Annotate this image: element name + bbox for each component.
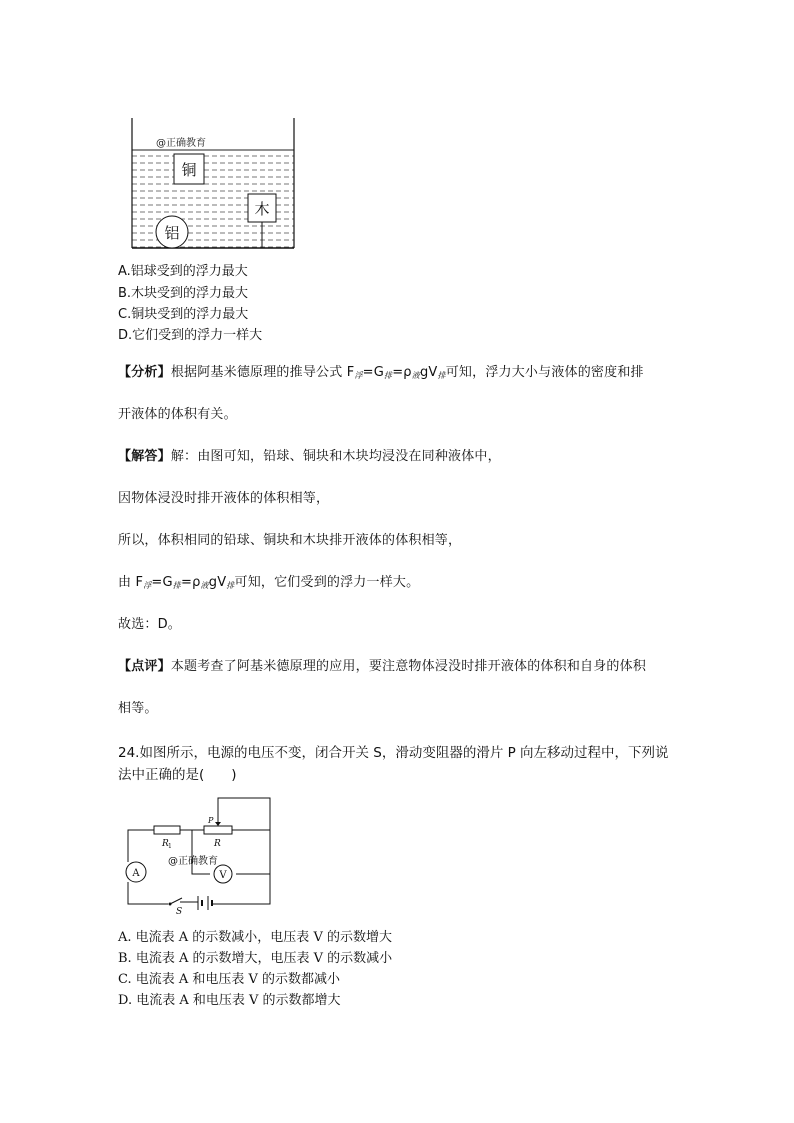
aluminum-label: 铝: [164, 224, 180, 242]
q23-option-c: C.铜块受到的浮力最大: [118, 307, 249, 322]
label-r1: R: [162, 839, 169, 849]
analysis-tag: 【分析】: [118, 365, 171, 380]
wire-voltmeter-left: [192, 830, 210, 874]
answer-line-2: 因物体浸没时排开液体的体积相等，: [118, 491, 330, 506]
q24-option-c: C. 电流表 A 和电压表 V 的示数都减小: [118, 972, 341, 987]
answer-tag: 【解答】: [118, 449, 171, 464]
wire-left-top: [128, 830, 154, 862]
watermark: @正确教育: [168, 856, 218, 867]
q24-option-b: B. 电流表 A 的示数增大，电压表 V 的示数减小: [118, 951, 393, 966]
label-p: P: [208, 816, 214, 825]
analysis-line-1: 【分析】根据阿基米德原理的推导公式 $F_浮=G_排=\rho_液gV_排$可知，浮力大小与液体的密度和排: [118, 365, 644, 380]
answer-line-3: 所以，体积相同的铅球、铜块和木块排开液体的体积相等，: [118, 533, 462, 548]
q24-option-a: A. 电流表 A 的示数减小，电压表 V 的示数增大: [118, 930, 392, 945]
label-s: S: [176, 907, 183, 916]
q24-option-d: D. 电流表 A 和电压表 V 的示数都增大: [118, 993, 341, 1008]
label-r1-sub: 1: [168, 843, 172, 850]
q23-option-a: A.铝球受到的浮力最大: [118, 264, 248, 279]
label-r: R: [214, 839, 221, 849]
rheostat-r: [204, 826, 232, 834]
buoyancy-figure: [124, 118, 300, 254]
q23-option-b: B.木块受到的浮力最大: [118, 286, 249, 301]
watermark: @正确教育: [156, 138, 206, 149]
comment-tag: 【点评】: [118, 659, 171, 674]
label-a: A: [132, 868, 140, 879]
answer-line-1: 【解答】解：由图可知，铅球、铜块和木块均浸没在同种液体中，: [118, 449, 501, 464]
answer-line-5: 故选：D。: [118, 617, 182, 632]
circuit-figure: [124, 796, 276, 916]
switch-blade: [170, 898, 182, 904]
slider-arrow: [215, 822, 221, 826]
resistor-r1: [154, 826, 180, 834]
analysis-line-2: 开液体的体积有关。: [118, 407, 237, 422]
comment-line-2: 相等。: [118, 701, 158, 716]
q24-stem: 24.如图所示，电源的电压不变，闭合开关 S，滑动变阻器的滑片 P 向左移动过程中，下列说法中正确的是( ): [118, 745, 669, 783]
wire-bottom-left: [128, 882, 168, 904]
answer-line-4: 由 $F_浮=G_排=\rho_液gV_排$可知，它们受到的浮力一样大。: [118, 575, 420, 590]
q23-option-d: D.它们受到的浮力一样大: [118, 328, 263, 343]
wood-label: 木: [254, 200, 270, 218]
label-v: V: [219, 870, 227, 881]
copper-label: 铜: [181, 161, 197, 179]
wire-top-right: [218, 798, 270, 904]
comment-line-1: 【点评】本题考查了阿基米德原理的应用，要注意物体浸没时排开液体的体积和自身的体积: [118, 659, 647, 674]
